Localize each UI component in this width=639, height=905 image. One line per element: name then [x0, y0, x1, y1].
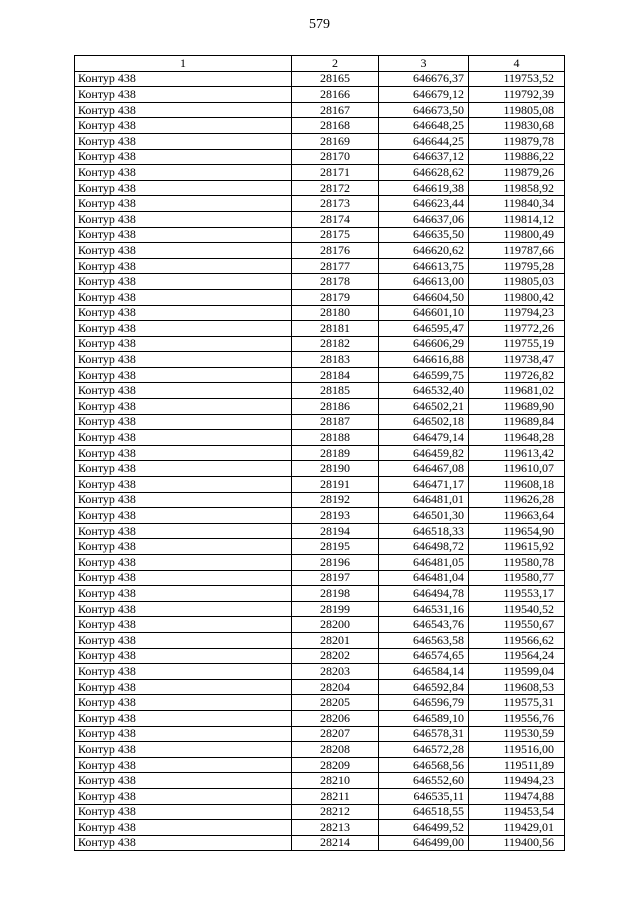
y-coordinate-cell: 119738,47	[469, 352, 565, 368]
x-coordinate-cell: 646616,88	[379, 352, 469, 368]
point-number-cell: 28183	[292, 352, 379, 368]
x-coordinate-cell: 646679,12	[379, 87, 469, 103]
y-coordinate-cell: 119858,92	[469, 180, 565, 196]
point-number-cell: 28196	[292, 555, 379, 571]
point-number-cell: 28184	[292, 367, 379, 383]
y-coordinate-cell: 119886,22	[469, 149, 565, 165]
x-coordinate-cell: 646648,25	[379, 118, 469, 134]
x-coordinate-cell: 646613,00	[379, 274, 469, 290]
table-row	[75, 726, 565, 742]
y-coordinate-cell: 119610,07	[469, 461, 565, 477]
point-number-cell: 28197	[292, 570, 379, 586]
table-body	[75, 71, 565, 851]
table-row	[75, 87, 565, 103]
x-coordinate-cell: 646568,56	[379, 757, 469, 773]
point-number-cell: 28165	[292, 71, 379, 87]
table-row	[75, 632, 565, 648]
point-number-cell: 28214	[292, 835, 379, 851]
x-coordinate-cell: 646613,75	[379, 258, 469, 274]
contour-cell: Контур 438	[75, 773, 292, 789]
x-coordinate-cell: 646502,21	[379, 399, 469, 415]
y-coordinate-cell: 119429,01	[469, 820, 565, 836]
contour-cell: Контур 438	[75, 695, 292, 711]
point-number-cell: 28172	[292, 180, 379, 196]
contour-cell: Контур 438	[75, 196, 292, 212]
y-coordinate-cell: 119511,89	[469, 757, 565, 773]
point-number-cell: 28194	[292, 523, 379, 539]
point-number-cell: 28191	[292, 477, 379, 493]
contour-cell: Контур 438	[75, 305, 292, 321]
y-coordinate-cell: 119805,08	[469, 102, 565, 118]
contour-cell: Контур 438	[75, 508, 292, 524]
x-coordinate-cell: 646518,33	[379, 523, 469, 539]
table-row	[75, 617, 565, 633]
contour-cell: Контур 438	[75, 648, 292, 664]
table-row	[75, 258, 565, 274]
table-row	[75, 820, 565, 836]
y-coordinate-cell: 119530,59	[469, 726, 565, 742]
y-coordinate-cell: 119540,52	[469, 601, 565, 617]
column-header-2: 2	[292, 56, 379, 72]
point-number-cell: 28167	[292, 102, 379, 118]
contour-cell: Контур 438	[75, 102, 292, 118]
y-coordinate-cell: 119840,34	[469, 196, 565, 212]
y-coordinate-cell: 119566,62	[469, 632, 565, 648]
contour-cell: Контур 438	[75, 461, 292, 477]
x-coordinate-cell: 646584,14	[379, 664, 469, 680]
y-coordinate-cell: 119681,02	[469, 383, 565, 399]
contour-cell: Контур 438	[75, 243, 292, 259]
point-number-cell: 28210	[292, 773, 379, 789]
contour-cell: Контур 438	[75, 211, 292, 227]
contour-cell: Контур 438	[75, 165, 292, 181]
x-coordinate-cell: 646601,10	[379, 305, 469, 321]
contour-cell: Контур 438	[75, 664, 292, 680]
table-row	[75, 835, 565, 851]
contour-cell: Контур 438	[75, 149, 292, 165]
contour-cell: Контур 438	[75, 835, 292, 851]
contour-cell: Контур 438	[75, 321, 292, 337]
x-coordinate-cell: 646620,62	[379, 243, 469, 259]
table-row	[75, 321, 565, 337]
contour-cell: Контур 438	[75, 180, 292, 196]
table-row	[75, 508, 565, 524]
x-coordinate-cell: 646578,31	[379, 726, 469, 742]
table-row	[75, 227, 565, 243]
point-number-cell: 28186	[292, 399, 379, 415]
y-coordinate-cell: 119726,82	[469, 367, 565, 383]
table-row	[75, 133, 565, 149]
point-number-cell: 28205	[292, 695, 379, 711]
point-number-cell: 28171	[292, 165, 379, 181]
x-coordinate-cell: 646498,72	[379, 539, 469, 555]
table-row	[75, 601, 565, 617]
contour-cell: Контур 438	[75, 399, 292, 415]
point-number-cell: 28207	[292, 726, 379, 742]
contour-cell: Контур 438	[75, 820, 292, 836]
table-row	[75, 445, 565, 461]
table-row	[75, 243, 565, 259]
contour-cell: Контур 438	[75, 445, 292, 461]
contour-cell: Контур 438	[75, 601, 292, 617]
x-coordinate-cell: 646479,14	[379, 430, 469, 446]
x-coordinate-cell: 646572,28	[379, 742, 469, 758]
table-row	[75, 352, 565, 368]
y-coordinate-cell: 119564,24	[469, 648, 565, 664]
table-row	[75, 804, 565, 820]
y-coordinate-cell: 119800,49	[469, 227, 565, 243]
x-coordinate-cell: 646637,06	[379, 211, 469, 227]
point-number-cell: 28181	[292, 321, 379, 337]
contour-cell: Контур 438	[75, 586, 292, 602]
point-number-cell: 28213	[292, 820, 379, 836]
y-coordinate-cell: 119689,84	[469, 414, 565, 430]
x-coordinate-cell: 646499,52	[379, 820, 469, 836]
x-coordinate-cell: 646501,30	[379, 508, 469, 524]
point-number-cell: 28206	[292, 710, 379, 726]
y-coordinate-cell: 119626,28	[469, 492, 565, 508]
x-coordinate-cell: 646471,17	[379, 477, 469, 493]
table-row	[75, 523, 565, 539]
point-number-cell: 28176	[292, 243, 379, 259]
x-coordinate-cell: 646595,47	[379, 321, 469, 337]
x-coordinate-cell: 646676,37	[379, 71, 469, 87]
x-coordinate-cell: 646531,16	[379, 601, 469, 617]
point-number-cell: 28198	[292, 586, 379, 602]
contour-cell: Контур 438	[75, 133, 292, 149]
contour-cell: Контур 438	[75, 788, 292, 804]
y-coordinate-cell: 119580,77	[469, 570, 565, 586]
y-coordinate-cell: 119689,90	[469, 399, 565, 415]
point-number-cell: 28169	[292, 133, 379, 149]
table-row	[75, 180, 565, 196]
table-row	[75, 570, 565, 586]
column-header-4: 4	[469, 56, 565, 72]
point-number-cell: 28170	[292, 149, 379, 165]
y-coordinate-cell: 119792,39	[469, 87, 565, 103]
y-coordinate-cell: 119753,52	[469, 71, 565, 87]
point-number-cell: 28204	[292, 679, 379, 695]
contour-cell: Контур 438	[75, 383, 292, 399]
contour-cell: Контур 438	[75, 274, 292, 290]
table-row	[75, 461, 565, 477]
column-header-1: 1	[75, 56, 292, 72]
table-row	[75, 289, 565, 305]
y-coordinate-cell: 119654,90	[469, 523, 565, 539]
x-coordinate-cell: 646481,04	[379, 570, 469, 586]
table-row	[75, 102, 565, 118]
y-coordinate-cell: 119772,26	[469, 321, 565, 337]
x-coordinate-cell: 646635,50	[379, 227, 469, 243]
x-coordinate-cell: 646552,60	[379, 773, 469, 789]
table-row	[75, 274, 565, 290]
table-row	[75, 305, 565, 321]
y-coordinate-cell: 119474,88	[469, 788, 565, 804]
point-number-cell: 28212	[292, 804, 379, 820]
contour-cell: Контур 438	[75, 617, 292, 633]
y-coordinate-cell: 119663,64	[469, 508, 565, 524]
table-row	[75, 196, 565, 212]
contour-cell: Контур 438	[75, 352, 292, 368]
point-number-cell: 28177	[292, 258, 379, 274]
x-coordinate-cell: 646459,82	[379, 445, 469, 461]
y-coordinate-cell: 119453,54	[469, 804, 565, 820]
contour-cell: Контур 438	[75, 336, 292, 352]
contour-cell: Контур 438	[75, 258, 292, 274]
x-coordinate-cell: 646606,29	[379, 336, 469, 352]
x-coordinate-cell: 646518,55	[379, 804, 469, 820]
table-row	[75, 555, 565, 571]
contour-cell: Контур 438	[75, 118, 292, 134]
point-number-cell: 28195	[292, 539, 379, 555]
point-number-cell: 28193	[292, 508, 379, 524]
x-coordinate-cell: 646499,00	[379, 835, 469, 851]
y-coordinate-cell: 119814,12	[469, 211, 565, 227]
x-coordinate-cell: 646644,25	[379, 133, 469, 149]
table-row	[75, 118, 565, 134]
point-number-cell: 28185	[292, 383, 379, 399]
y-coordinate-cell: 119556,76	[469, 710, 565, 726]
point-number-cell: 28173	[292, 196, 379, 212]
contour-cell: Контур 438	[75, 570, 292, 586]
y-coordinate-cell: 119648,28	[469, 430, 565, 446]
contour-cell: Контур 438	[75, 632, 292, 648]
y-coordinate-cell: 119580,78	[469, 555, 565, 571]
y-coordinate-cell: 119575,31	[469, 695, 565, 711]
x-coordinate-cell: 646623,44	[379, 196, 469, 212]
y-coordinate-cell: 119613,42	[469, 445, 565, 461]
x-coordinate-cell: 646673,50	[379, 102, 469, 118]
contour-cell: Контур 438	[75, 742, 292, 758]
x-coordinate-cell: 646599,75	[379, 367, 469, 383]
column-header-3: 3	[379, 56, 469, 72]
point-number-cell: 28166	[292, 87, 379, 103]
x-coordinate-cell: 646481,01	[379, 492, 469, 508]
table-row	[75, 383, 565, 399]
table-row	[75, 211, 565, 227]
table-row	[75, 414, 565, 430]
contour-cell: Контур 438	[75, 523, 292, 539]
table-row	[75, 336, 565, 352]
contour-cell: Контур 438	[75, 71, 292, 87]
table-row	[75, 664, 565, 680]
y-coordinate-cell: 119553,17	[469, 586, 565, 602]
point-number-cell: 28192	[292, 492, 379, 508]
y-coordinate-cell: 119830,68	[469, 118, 565, 134]
point-number-cell: 28174	[292, 211, 379, 227]
table-row	[75, 367, 565, 383]
point-number-cell: 28180	[292, 305, 379, 321]
table-row	[75, 149, 565, 165]
contour-cell: Контур 438	[75, 367, 292, 383]
point-number-cell: 28201	[292, 632, 379, 648]
table-header-row	[75, 56, 565, 72]
contour-cell: Контур 438	[75, 492, 292, 508]
contour-cell: Контур 438	[75, 726, 292, 742]
table-row	[75, 788, 565, 804]
x-coordinate-cell: 646604,50	[379, 289, 469, 305]
contour-cell: Контур 438	[75, 710, 292, 726]
contour-cell: Контур 438	[75, 539, 292, 555]
y-coordinate-cell: 119787,66	[469, 243, 565, 259]
y-coordinate-cell: 119794,23	[469, 305, 565, 321]
point-number-cell: 28175	[292, 227, 379, 243]
contour-cell: Контур 438	[75, 414, 292, 430]
table-row	[75, 742, 565, 758]
point-number-cell: 28209	[292, 757, 379, 773]
y-coordinate-cell: 119615,92	[469, 539, 565, 555]
table-row	[75, 539, 565, 555]
contour-cell: Контур 438	[75, 87, 292, 103]
table-row	[75, 477, 565, 493]
y-coordinate-cell: 119755,19	[469, 336, 565, 352]
point-number-cell: 28178	[292, 274, 379, 290]
point-number-cell: 28182	[292, 336, 379, 352]
contour-cell: Контур 438	[75, 477, 292, 493]
x-coordinate-cell: 646563,58	[379, 632, 469, 648]
point-number-cell: 28208	[292, 742, 379, 758]
x-coordinate-cell: 646628,62	[379, 165, 469, 181]
x-coordinate-cell: 646592,84	[379, 679, 469, 695]
table-row	[75, 648, 565, 664]
contour-cell: Контур 438	[75, 555, 292, 571]
table-row	[75, 430, 565, 446]
point-number-cell: 28200	[292, 617, 379, 633]
point-number-cell: 28203	[292, 664, 379, 680]
table-row	[75, 399, 565, 415]
x-coordinate-cell: 646535,11	[379, 788, 469, 804]
point-number-cell: 28179	[292, 289, 379, 305]
x-coordinate-cell: 646543,76	[379, 617, 469, 633]
point-number-cell: 28202	[292, 648, 379, 664]
y-coordinate-cell: 119400,56	[469, 835, 565, 851]
y-coordinate-cell: 119516,00	[469, 742, 565, 758]
y-coordinate-cell: 119608,18	[469, 477, 565, 493]
y-coordinate-cell: 119879,78	[469, 133, 565, 149]
y-coordinate-cell: 119795,28	[469, 258, 565, 274]
x-coordinate-cell: 646637,12	[379, 149, 469, 165]
table-row	[75, 71, 565, 87]
x-coordinate-cell: 646589,10	[379, 710, 469, 726]
coordinates-table	[74, 55, 565, 851]
page-number: 579	[309, 17, 330, 32]
point-number-cell: 28189	[292, 445, 379, 461]
point-number-cell: 28211	[292, 788, 379, 804]
point-number-cell: 28190	[292, 461, 379, 477]
y-coordinate-cell: 119599,04	[469, 664, 565, 680]
x-coordinate-cell: 646481,05	[379, 555, 469, 571]
contour-cell: Контур 438	[75, 679, 292, 695]
y-coordinate-cell: 119805,03	[469, 274, 565, 290]
table-row	[75, 586, 565, 602]
y-coordinate-cell: 119800,42	[469, 289, 565, 305]
contour-cell: Контур 438	[75, 227, 292, 243]
x-coordinate-cell: 646574,65	[379, 648, 469, 664]
y-coordinate-cell: 119494,23	[469, 773, 565, 789]
table-row	[75, 165, 565, 181]
contour-cell: Контур 438	[75, 289, 292, 305]
x-coordinate-cell: 646619,38	[379, 180, 469, 196]
x-coordinate-cell: 646502,18	[379, 414, 469, 430]
y-coordinate-cell: 119550,67	[469, 617, 565, 633]
table-row	[75, 492, 565, 508]
contour-cell: Контур 438	[75, 757, 292, 773]
x-coordinate-cell: 646532,40	[379, 383, 469, 399]
table-row	[75, 773, 565, 789]
table-row	[75, 679, 565, 695]
x-coordinate-cell: 646467,08	[379, 461, 469, 477]
point-number-cell: 28187	[292, 414, 379, 430]
contour-cell: Контур 438	[75, 430, 292, 446]
point-number-cell: 28199	[292, 601, 379, 617]
table-row	[75, 695, 565, 711]
point-number-cell: 28188	[292, 430, 379, 446]
y-coordinate-cell: 119879,26	[469, 165, 565, 181]
y-coordinate-cell: 119608,53	[469, 679, 565, 695]
x-coordinate-cell: 646596,79	[379, 695, 469, 711]
table-row	[75, 710, 565, 726]
table-row	[75, 757, 565, 773]
point-number-cell: 28168	[292, 118, 379, 134]
x-coordinate-cell: 646494,78	[379, 586, 469, 602]
contour-cell: Контур 438	[75, 804, 292, 820]
